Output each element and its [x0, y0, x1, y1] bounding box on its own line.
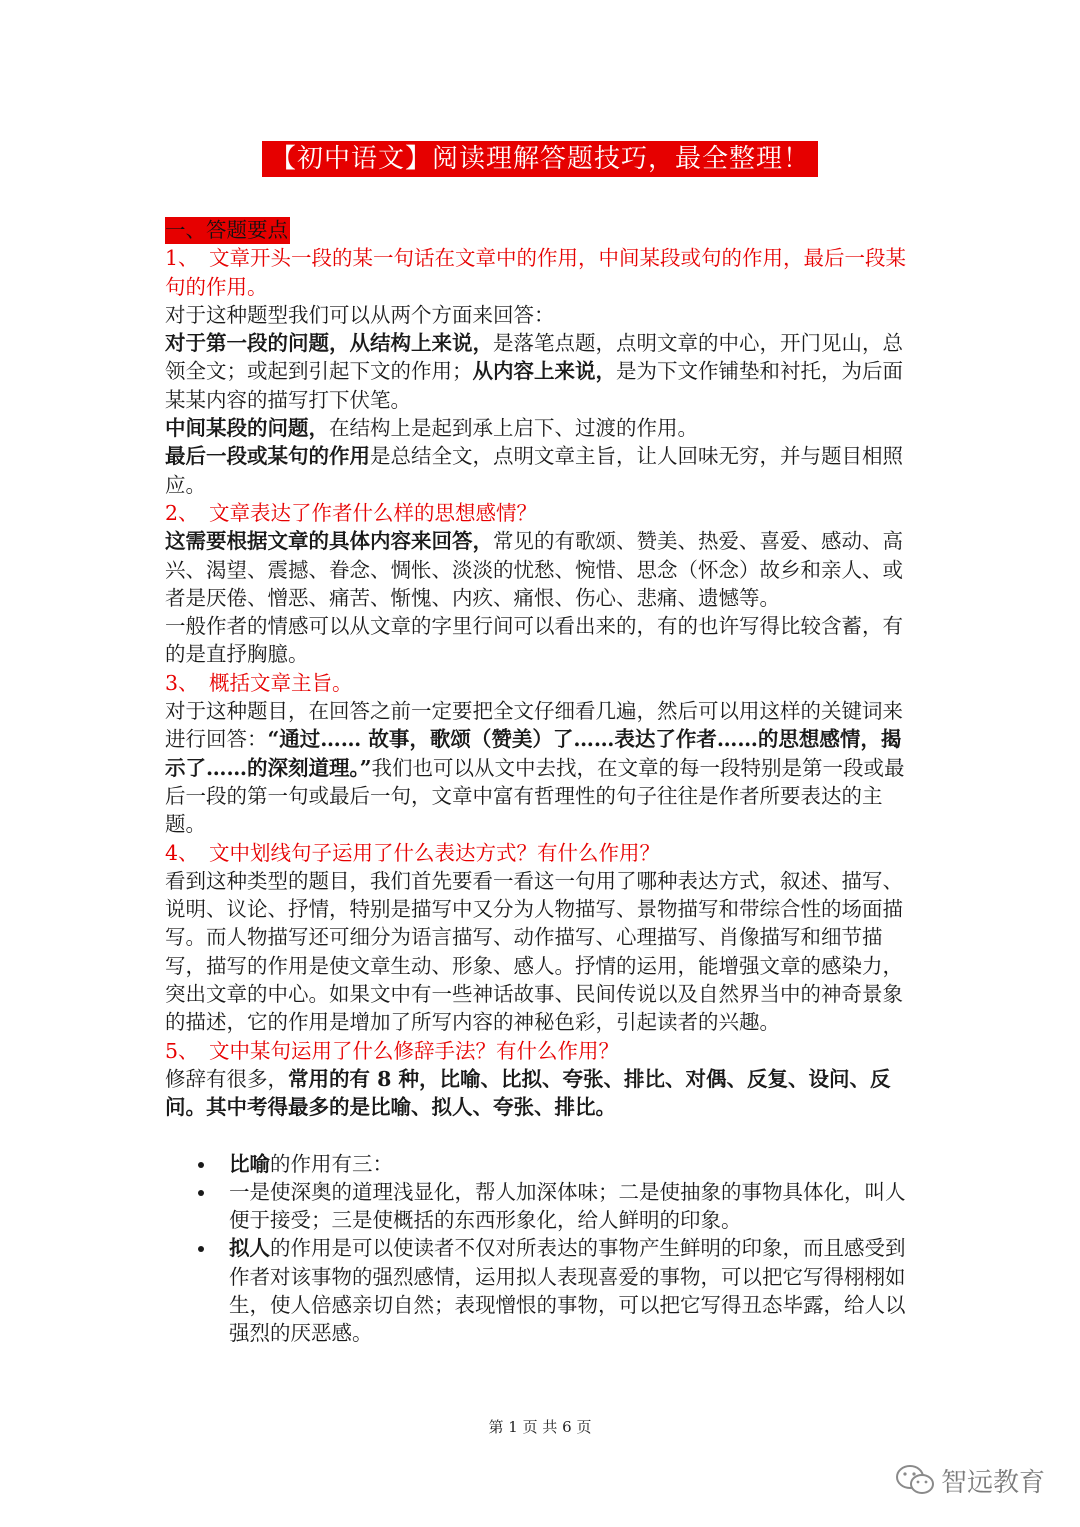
question-text: 文章表达了作者什么样的思想感情？ [209, 500, 537, 525]
text: 是落笔点题，点明文章的中心，开门见山，总领全文；或起到引起下文的作用； [165, 331, 903, 384]
title-wrap [0, 141, 1080, 177]
paragraph: 对于这种题型我们可以从两个方面来回答： [165, 302, 555, 327]
question-5-heading [165, 1037, 917, 1065]
text: 的作用有三： [270, 1151, 393, 1176]
question-number: 1、 [165, 246, 199, 271]
question-number: 4、 [165, 840, 199, 865]
bullet-dot-icon [198, 1162, 204, 1168]
question-number: 5、 [165, 1038, 199, 1063]
question-4-heading [165, 839, 917, 867]
paragraph [165, 527, 917, 612]
paragraph [165, 442, 917, 499]
bold-text: 这需要根据文章的具体内容来回答， [165, 529, 493, 554]
text: 是总结全文，点明文章主旨，让人回味无穷，并与题目相照应。 [165, 444, 903, 497]
bold-text: 拟人 [229, 1236, 270, 1261]
text: 对于这种题目，在回答之前一定要把全文仔细看几遍，然后可以用这样的关键词来进行回答： [165, 699, 903, 752]
watermark-text: 智远教育 [941, 1467, 1046, 1498]
bold-text: 比喻 [229, 1151, 270, 1176]
section-heading: 一、答题要点 [165, 218, 288, 242]
paragraph [165, 329, 917, 414]
bullet-dot-icon [198, 1246, 204, 1252]
bold-text: 从内容上来说， [472, 359, 616, 384]
text: 的作用是可以使读者不仅对所表达的事物产生鲜明的印象，而且感受到作者对该事物的强烈感情，运用拟人表现喜爱的事物，可以把它写得栩栩如生，使人倍感亲切自然；表现憎恨的事物，可以把它写得丑态毕露，给人以强烈的厌恶感。 [229, 1236, 906, 1346]
text: 在结构上是起到承上启下、过渡的作用。 [329, 416, 698, 441]
question-text: 概括文章主旨。 [209, 670, 353, 695]
bold-text: 对于第一段的问题，从结构上来说， [165, 331, 493, 356]
document-title: 【初中语文】阅读理解答题技巧，最全整理！ [262, 141, 818, 177]
text: 修辞有很多， [165, 1066, 288, 1091]
bold-text: 中间某段的问题， [165, 416, 329, 441]
question-number: 2、 [165, 500, 199, 525]
bold-text: 最后一段或某句的作用 [165, 444, 370, 469]
question-text: 文中划线句子运用了什么表达方式？有什么作用？ [209, 840, 660, 865]
document-body [165, 216, 917, 1348]
bullet-dot-icon [198, 1190, 204, 1196]
paragraph: 一般作者的情感可以从文章的字里行间可以看出来的，有的也许写得比较含蓄，有的是直抒胸臆。 [165, 614, 903, 667]
bold-text: 常用的有 8 种，比喻、比拟、夸张、排比、对偶、反复、设问、反问。其中考得最多的是比喻、拟人、夸张、排比。 [165, 1066, 891, 1120]
question-2-heading [165, 499, 917, 527]
paragraph [165, 1065, 917, 1122]
question-text: 文中某句运用了什么修辞手法？有什么作用？ [209, 1038, 619, 1063]
watermark [895, 1460, 1045, 1500]
question-number: 3、 [165, 670, 199, 695]
text: 常见的有歌颂、赞美、热爱、喜爱、感动、高兴、渴望、震撼、眷念、惆怅、淡淡的忧愁、惋惜、思念（怀念）故乡和亲人、或者是厌倦、憎恶、痛苦、惭愧、内疚、痛恨、伤心、悲痛、遗憾等。 [165, 529, 903, 610]
text: 我们也可以从文中去找，在文章的每一段特别是第一段或最后一段的第一句或最后一句，文章中富有哲理性的句子往往是作者所要表达的主题。 [165, 755, 905, 837]
paragraph [165, 414, 917, 442]
text: 是为下文作铺垫和衬托，为后面某某内容的描写打下伏笔。 [165, 359, 903, 412]
text: 一是使深奥的道理浅显化，帮人加深体味；二是使抽象的事物具体化，叫人便于接受；三是使概括的东西形象化，给人鲜明的印象。 [229, 1179, 906, 1233]
paragraph: 看到这种类型的题目，我们首先要看一看这一句用了哪种表达方式，叙述、描写、说明、议论、抒情，特别是描写中又分为人物描写、景物描写和带综合性的场面描写。而人物描写还可细分为语言描写、动作描写、心理描写、肖像描写和细节描写，描写的作用是使文章生动、形象、感人。抒情的运用，能增强文章的感染力，突出文章的中心。如果文中有一些神话故事、民间传说以及自然界当中的神奇景象的描述，它的作用是增加了所写内容的神秘色彩，引起读者的兴趣。 [165, 868, 903, 1035]
page-footer: 第 1 页 共 6 页 [488, 1418, 592, 1436]
bullet-list [165, 1150, 917, 1348]
wechat-icon [895, 1463, 935, 1497]
question-text: 文章开头一段的某一句话在文章中的作用，中间某段或句的作用，最后一段某句的作用。 [165, 246, 906, 299]
paragraph [165, 697, 917, 838]
spacer [165, 1122, 917, 1150]
bold-text: “通过…… 故事，歌颂（赞美）了……表达了作者……的思想感情，揭示了……的深刻道理。” [165, 727, 902, 780]
bullet-item [165, 1234, 917, 1347]
question-3-heading [165, 669, 917, 697]
bullet-item [165, 1178, 917, 1235]
question-1-heading [165, 244, 917, 301]
bullet-item [165, 1150, 917, 1178]
